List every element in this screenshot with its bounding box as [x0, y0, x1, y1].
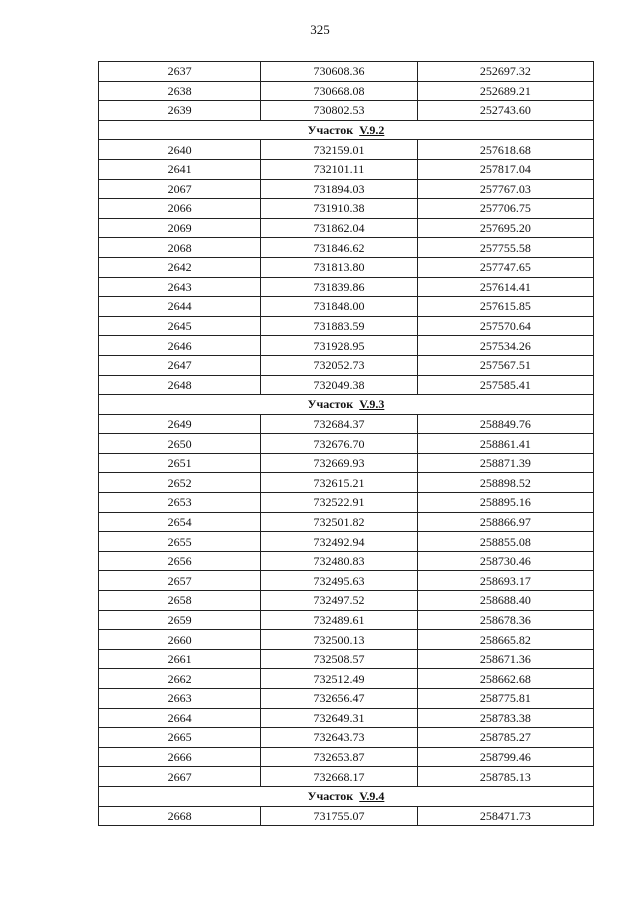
x-coordinate-cell: 731848.00 [261, 297, 417, 317]
x-coordinate-cell: 732489.61 [261, 610, 417, 630]
x-coordinate-cell: 730802.53 [261, 101, 417, 121]
point-number-cell: 2659 [99, 610, 261, 630]
table-row [99, 571, 594, 591]
coordinates-table-body [99, 62, 594, 826]
y-coordinate-cell: 258866.97 [417, 512, 593, 532]
y-coordinate-cell: 252697.32 [417, 62, 593, 82]
y-coordinate-cell: 257747.65 [417, 257, 593, 277]
x-coordinate-cell: 731928.95 [261, 336, 417, 356]
y-coordinate-cell: 258783.38 [417, 708, 593, 728]
table-row [99, 101, 594, 121]
section-header-row [99, 395, 594, 415]
x-coordinate-cell: 732049.38 [261, 375, 417, 395]
x-coordinate-cell: 732643.73 [261, 728, 417, 748]
x-coordinate-cell: 732500.13 [261, 630, 417, 650]
x-coordinate-cell: 732497.52 [261, 591, 417, 611]
y-coordinate-cell: 257706.75 [417, 199, 593, 219]
point-number-cell: 2658 [99, 591, 261, 611]
x-coordinate-cell: 732669.93 [261, 453, 417, 473]
section-header-cell [99, 120, 594, 140]
table-row [99, 708, 594, 728]
point-number-cell: 2665 [99, 728, 261, 748]
table-row [99, 140, 594, 160]
y-coordinate-cell: 258693.17 [417, 571, 593, 591]
point-number-cell: 2655 [99, 532, 261, 552]
section-header-row [99, 786, 594, 806]
y-coordinate-cell: 257567.51 [417, 355, 593, 375]
table-row [99, 473, 594, 493]
x-coordinate-cell: 732159.01 [261, 140, 417, 160]
point-number-cell: 2653 [99, 493, 261, 513]
y-coordinate-cell: 257755.58 [417, 238, 593, 258]
table-row [99, 238, 594, 258]
table-row [99, 493, 594, 513]
x-coordinate-cell: 730668.08 [261, 81, 417, 101]
x-coordinate-cell: 732052.73 [261, 355, 417, 375]
point-number-cell: 2657 [99, 571, 261, 591]
y-coordinate-cell: 257534.26 [417, 336, 593, 356]
y-coordinate-cell: 258775.81 [417, 689, 593, 709]
section-header-cell [99, 786, 594, 806]
point-number-cell: 2646 [99, 336, 261, 356]
point-number-cell: 2640 [99, 140, 261, 160]
y-coordinate-cell: 257618.68 [417, 140, 593, 160]
section-code: V.9.4 [359, 789, 385, 804]
table-row [99, 297, 594, 317]
section-label: Участок [307, 397, 354, 412]
y-coordinate-cell: 258895.16 [417, 493, 593, 513]
table-row [99, 630, 594, 650]
table-row [99, 767, 594, 787]
y-coordinate-cell: 257817.04 [417, 159, 593, 179]
x-coordinate-cell: 731813.80 [261, 257, 417, 277]
y-coordinate-cell: 258662.68 [417, 669, 593, 689]
y-coordinate-cell: 258855.08 [417, 532, 593, 552]
point-number-cell: 2652 [99, 473, 261, 493]
point-number-cell: 2667 [99, 767, 261, 787]
x-coordinate-cell: 732653.87 [261, 747, 417, 767]
y-coordinate-cell: 258785.13 [417, 767, 593, 787]
table-row [99, 669, 594, 689]
x-coordinate-cell: 732101.11 [261, 159, 417, 179]
table-row [99, 316, 594, 336]
y-coordinate-cell: 258688.40 [417, 591, 593, 611]
table-row [99, 649, 594, 669]
point-number-cell: 2647 [99, 355, 261, 375]
x-coordinate-cell: 731883.59 [261, 316, 417, 336]
point-number-cell: 2067 [99, 179, 261, 199]
x-coordinate-cell: 732656.47 [261, 689, 417, 709]
x-coordinate-cell: 730608.36 [261, 62, 417, 82]
x-coordinate-cell: 732480.83 [261, 551, 417, 571]
y-coordinate-cell: 258665.82 [417, 630, 593, 650]
point-number-cell: 2068 [99, 238, 261, 258]
table-row [99, 610, 594, 630]
table-row [99, 806, 594, 826]
section-code: V.9.3 [359, 397, 385, 412]
x-coordinate-cell: 731839.86 [261, 277, 417, 297]
table-row [99, 453, 594, 473]
y-coordinate-cell: 258785.27 [417, 728, 593, 748]
point-number-cell: 2638 [99, 81, 261, 101]
point-number-cell: 2645 [99, 316, 261, 336]
y-coordinate-cell: 252743.60 [417, 101, 593, 121]
x-coordinate-cell: 732522.91 [261, 493, 417, 513]
point-number-cell: 2642 [99, 257, 261, 277]
x-coordinate-cell: 731862.04 [261, 218, 417, 238]
x-coordinate-cell: 732676.70 [261, 434, 417, 454]
point-number-cell: 2663 [99, 689, 261, 709]
y-coordinate-cell: 257585.41 [417, 375, 593, 395]
x-coordinate-cell: 732501.82 [261, 512, 417, 532]
x-coordinate-cell: 732615.21 [261, 473, 417, 493]
table-row [99, 728, 594, 748]
y-coordinate-cell: 258730.46 [417, 551, 593, 571]
section-code: V.9.2 [359, 123, 385, 138]
point-number-cell: 2656 [99, 551, 261, 571]
point-number-cell: 2643 [99, 277, 261, 297]
table-row [99, 551, 594, 571]
point-number-cell: 2650 [99, 434, 261, 454]
section-header-row [99, 120, 594, 140]
table-row [99, 532, 594, 552]
y-coordinate-cell: 258861.41 [417, 434, 593, 454]
point-number-cell: 2660 [99, 630, 261, 650]
point-number-cell: 2069 [99, 218, 261, 238]
coordinates-table [98, 61, 594, 826]
x-coordinate-cell: 732495.63 [261, 571, 417, 591]
section-label: Участок [307, 123, 354, 138]
y-coordinate-cell: 257614.41 [417, 277, 593, 297]
table-row [99, 591, 594, 611]
y-coordinate-cell: 258799.46 [417, 747, 593, 767]
point-number-cell: 2668 [99, 806, 261, 826]
x-coordinate-cell: 732684.37 [261, 414, 417, 434]
point-number-cell: 2637 [99, 62, 261, 82]
x-coordinate-cell: 731910.38 [261, 199, 417, 219]
y-coordinate-cell: 257695.20 [417, 218, 593, 238]
point-number-cell: 2666 [99, 747, 261, 767]
table-row [99, 62, 594, 82]
table-row [99, 257, 594, 277]
point-number-cell: 2654 [99, 512, 261, 532]
y-coordinate-cell: 258678.36 [417, 610, 593, 630]
table-row [99, 512, 594, 532]
page-number: 325 [310, 22, 330, 37]
section-label: Участок [307, 789, 354, 804]
y-coordinate-cell: 258871.39 [417, 453, 593, 473]
table-row [99, 336, 594, 356]
point-number-cell: 2662 [99, 669, 261, 689]
point-number-cell: 2648 [99, 375, 261, 395]
y-coordinate-cell: 258471.73 [417, 806, 593, 826]
table-row [99, 159, 594, 179]
table-row [99, 434, 594, 454]
point-number-cell: 2661 [99, 649, 261, 669]
table-row [99, 81, 594, 101]
table-row [99, 375, 594, 395]
table-row [99, 199, 594, 219]
table-row [99, 179, 594, 199]
point-number-cell: 2649 [99, 414, 261, 434]
table-row [99, 277, 594, 297]
y-coordinate-cell: 257570.64 [417, 316, 593, 336]
y-coordinate-cell: 257615.85 [417, 297, 593, 317]
point-number-cell: 2664 [99, 708, 261, 728]
point-number-cell: 2066 [99, 199, 261, 219]
x-coordinate-cell: 732668.17 [261, 767, 417, 787]
x-coordinate-cell: 732512.49 [261, 669, 417, 689]
y-coordinate-cell: 257767.03 [417, 179, 593, 199]
point-number-cell: 2639 [99, 101, 261, 121]
y-coordinate-cell: 258849.76 [417, 414, 593, 434]
y-coordinate-cell: 258671.36 [417, 649, 593, 669]
table-row [99, 218, 594, 238]
table-row [99, 747, 594, 767]
point-number-cell: 2651 [99, 453, 261, 473]
x-coordinate-cell: 731846.62 [261, 238, 417, 258]
x-coordinate-cell: 731894.03 [261, 179, 417, 199]
table-row [99, 414, 594, 434]
section-header-cell [99, 395, 594, 415]
x-coordinate-cell: 732649.31 [261, 708, 417, 728]
point-number-cell: 2644 [99, 297, 261, 317]
x-coordinate-cell: 732492.94 [261, 532, 417, 552]
y-coordinate-cell: 258898.52 [417, 473, 593, 493]
point-number-cell: 2641 [99, 159, 261, 179]
x-coordinate-cell: 732508.57 [261, 649, 417, 669]
table-row [99, 689, 594, 709]
table-row [99, 355, 594, 375]
y-coordinate-cell: 252689.21 [417, 81, 593, 101]
x-coordinate-cell: 731755.07 [261, 806, 417, 826]
